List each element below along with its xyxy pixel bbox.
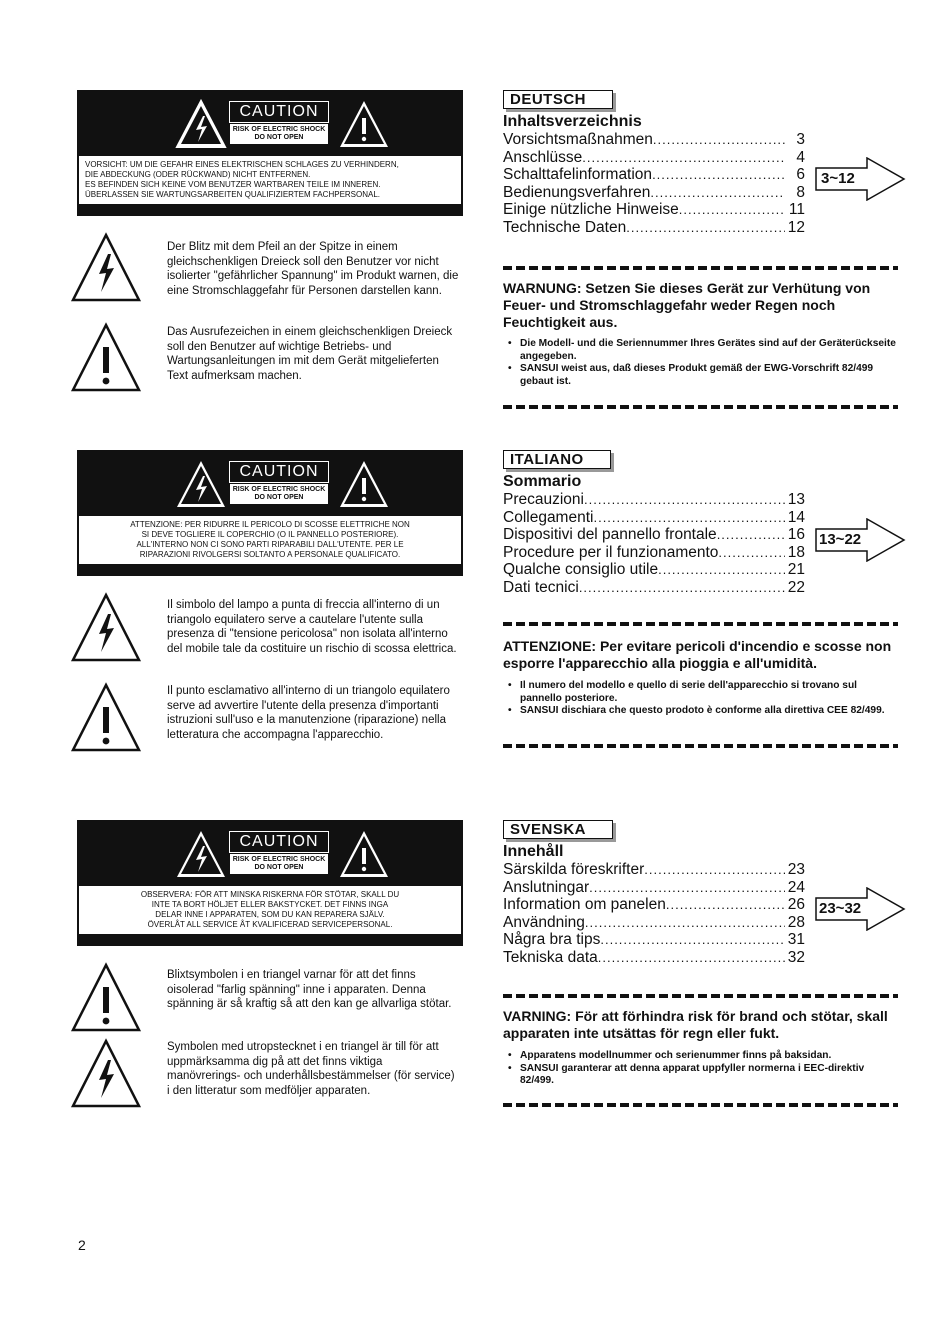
- caution-title: CAUTION: [229, 101, 329, 123]
- caution-title: CAUTION: [229, 831, 329, 853]
- exclamation-warning-icon: [337, 98, 391, 150]
- caution-text-line: INTE TA BORT HÖLJET ELLER BAKSTYCKET. DET FINNS INGA: [151, 900, 389, 909]
- notes-list: [508, 1050, 898, 1088]
- lightning-triangle-icon: [70, 232, 142, 304]
- caution-text-line: ÖVERLÅT ALL SERVICE ÅT KVALIFICERAD SERVICEPERSONAL.: [147, 920, 393, 929]
- divider: [503, 622, 898, 626]
- caution-header: [79, 822, 461, 886]
- list-item: • SANSUI garanterar att denna apparat uppfyller normerna i EEC-direktiv 82/499.: [508, 1063, 898, 1088]
- divider: [503, 405, 898, 409]
- divider: [503, 994, 898, 998]
- caution-line2: DO NOT OPEN: [254, 134, 304, 141]
- language-tag: DEUTSCH: [503, 90, 613, 109]
- caution-box-sv: [77, 820, 463, 946]
- warning-text: ATTENZIONE: Per evitare pericoli d'incendio e scosse non esporre l'apparecchio alla pioggia e all'umidità.: [503, 638, 892, 671]
- caution-line2: DO NOT OPEN: [254, 864, 304, 871]
- page-range: 13~22: [819, 531, 862, 548]
- caution-text: [79, 886, 461, 934]
- lightning-warning-icon: [174, 98, 228, 150]
- caution-box-de: [77, 90, 463, 216]
- toc-title: Innehåll: [503, 843, 564, 860]
- toc-row: Einige nützliche Hinweise ..... 11: [503, 201, 805, 219]
- caution-label: [229, 101, 329, 149]
- list-item: • SANSUI dischiara che questo prodoto è conforme alla direttiva CEE 82/499.: [508, 705, 898, 718]
- caution-label: [229, 831, 329, 879]
- table-of-contents: [503, 861, 805, 966]
- caution-text-line: DELAR INNE I APPARATEN, SOM DU KAN REPARERA SJÄLV.: [155, 910, 385, 919]
- caution-text: [79, 516, 461, 564]
- caution-header: [79, 92, 461, 156]
- toc-row: Bedienungsverfahren ..... 8: [503, 184, 805, 202]
- toc-row: Anschlüsse ..... 4: [503, 149, 805, 167]
- table-of-contents: [503, 131, 805, 236]
- toc-row: Tekniska data ..... 32: [503, 949, 805, 967]
- list-item: • Apparatens modellnummer och serienummer finns på baksidan.: [508, 1050, 898, 1063]
- page-number: 2: [78, 1237, 86, 1253]
- lightning-triangle-icon: [70, 1038, 142, 1110]
- lightning-description: Il simbolo del lampo a punta di freccia all'interno di un triangolo equilatero serve a cautelare l'utente sulla presenza di "tensione pericolosa" non isolata all'interno del mobile tale da costituire un rischio di scossa elettrica.: [167, 599, 457, 655]
- list-item: • SANSUI weist aus, daß dieses Produkt gemäß der EWG-Vorschrift 82/499 gebaut ist.: [508, 363, 898, 388]
- toc-row: Information om panelen ..... 26: [503, 896, 805, 914]
- toc-row: Technische Daten ..... 12: [503, 219, 805, 237]
- exclamation-description: Das Ausrufezeichen in einem gleichschenkligen Dreieck soll den Benutzer auf wichtige Betriebs- und Wartungsanleitungen im mit dem Gerät mitgelieferten Text aufmerksam machen.: [167, 326, 453, 382]
- caution-text-line: SI DEVE TOGLIERE IL COPERCHIO (O IL PANNELLO POSTERIORE).: [141, 530, 399, 539]
- toc-row: Procedure per il funzionamento ..... 18: [503, 544, 805, 562]
- toc-row: Vorsichtsmaßnahmen ..... 3: [503, 131, 805, 149]
- caution-line1: RISK OF ELECTRIC SHOCK: [232, 126, 326, 133]
- toc-row: Särskilda föreskrifter ..... 23: [503, 861, 805, 879]
- divider: [503, 1103, 898, 1107]
- caution-text-line: ÜBERLASSEN SIE WARTUNGSARBEITEN QUALIFIZIERTEM FACHPERSONAL.: [85, 190, 381, 199]
- caution-text-line: ATTENZIONE: PER RIDURRE IL PERICOLO DI SCOSSE ELETTRICHE NON: [130, 520, 410, 529]
- toc-title: Inhaltsverzeichnis: [503, 113, 642, 130]
- caution-label: [229, 461, 329, 509]
- caution-box-it: [77, 450, 463, 576]
- toc-row: Dispositivi del pannello frontale ..... 16: [503, 526, 805, 544]
- notes-list: [508, 680, 898, 718]
- exclamation-triangle-icon: [70, 682, 142, 754]
- caution-text-line: VORSICHT: UM DIE GEFAHR EINES ELEKTRISCHEN SCHLAGES ZU VERHINDERN,: [85, 160, 399, 169]
- caution-text-line: OBSERVERA: FÖR ATT MINSKA RISKERNA FÖR STÖTAR, SKALL DU: [140, 890, 400, 899]
- language-tag: SVENSKA: [503, 820, 613, 839]
- lightning-description: Der Blitz mit dem Pfeil an der Spitze in einem gleichschenkligen Dreieck soll den Benutzer vor nicht isolierter "gefährlicher Spannung" im Produkt warnen, die eine Stromschlaggefahr für Personen darstellen kann.: [167, 241, 459, 297]
- lightning-warning-icon: [174, 458, 228, 510]
- exclamation-description: Symbolen med utropstecknet i en triangel är till för att uppmärksamma dig på att det finns viktiga manövrerings- och underhållsbestämmelser (för service) i den litteratur som medföljer apparaten.: [167, 1041, 455, 1097]
- exclamation-triangle-icon: [70, 322, 142, 394]
- page-range: 3~12: [821, 170, 855, 187]
- caution-line1: RISK OF ELECTRIC SHOCK: [232, 856, 326, 863]
- caution-line2: DO NOT OPEN: [254, 494, 304, 501]
- caution-text-line: DIE ABDECKUNG (ODER RÜCKWAND) NICHT ENTFERNEN.: [85, 170, 311, 179]
- toc-row: Qualche consiglio utile ..... 21: [503, 561, 805, 579]
- exclamation-warning-icon: [337, 458, 391, 510]
- caution-text-line: RIPARAZIONI RIVOLGERSI SOLTANTO A PERSONALE QUALIFICATO.: [139, 550, 401, 559]
- lightning-description: Blixtsymbolen i en triangel varnar för att det finns oisolerad "farlig spänning" inne i apparaten. Denna spänning är så kraftig så att den kan ge allvarliga stötar.: [167, 969, 452, 1010]
- caution-text: [79, 156, 461, 204]
- caution-text-line: ALL'INTERNO NON CI SONO PARTI RIPARABILI DALL'UTENTE. PER LE: [136, 540, 404, 549]
- exclamation-triangle-icon: [70, 962, 142, 1034]
- caution-text-line: ES BEFINDEN SICH KEINE VOM BENUTZER WARTBAREN TEILE IM INNEREN.: [85, 180, 381, 189]
- exclamation-description: Il punto esclamativo all'interno di un triangolo equilatero serve ad avvertire l'utente della presenza d'importanti istruzioni sull'uso e la manutenzione (riparazione) nella letteratura che accompagna l'apparecchio.: [167, 685, 450, 741]
- toc-row: Några bra tips ..... 31: [503, 931, 805, 949]
- caution-line1: RISK OF ELECTRIC SHOCK: [232, 486, 326, 493]
- toc-row: Användning ..... 28: [503, 914, 805, 932]
- toc-row: Schalttafelinformation ..... 6: [503, 166, 805, 184]
- language-tag: ITALIANO: [503, 450, 611, 469]
- toc-title: Sommario: [503, 473, 582, 490]
- page-range: 23~32: [819, 900, 862, 917]
- caution-header: [79, 452, 461, 516]
- lightning-triangle-icon: [70, 592, 142, 664]
- toc-row: Precauzioni ..... 13: [503, 491, 805, 509]
- toc-row: Collegamenti ..... 14: [503, 509, 805, 527]
- toc-row: Dati tecnici ..... 22: [503, 579, 805, 597]
- table-of-contents: [503, 491, 805, 596]
- warning-text: WARNUNG: Setzen Sie dieses Gerät zur Verhütung von Feuer- und Stromschlaggefahr weder Regen noch Feuchtigkeit aus.: [503, 280, 871, 330]
- list-item: • Il numero del modello e quello di serie dell'apparecchio si trovano sul pannello posteriore.: [508, 680, 898, 705]
- toc-row: Anslutningar ..... 24: [503, 879, 805, 897]
- caution-title: CAUTION: [229, 461, 329, 483]
- divider: [503, 744, 898, 748]
- exclamation-warning-icon: [337, 828, 391, 880]
- divider: [503, 266, 898, 270]
- lightning-warning-icon: [174, 828, 228, 880]
- notes-list: [508, 338, 898, 388]
- warning-text: VARNING: För att förhindra risk för brand och stötar, skall apparaten inte utsättas för regn eller fukt.: [503, 1008, 888, 1041]
- list-item: • Die Modell- und die Seriennummer Ihres Gerätes sind auf der Geräterückseite angegeben.: [508, 338, 898, 363]
